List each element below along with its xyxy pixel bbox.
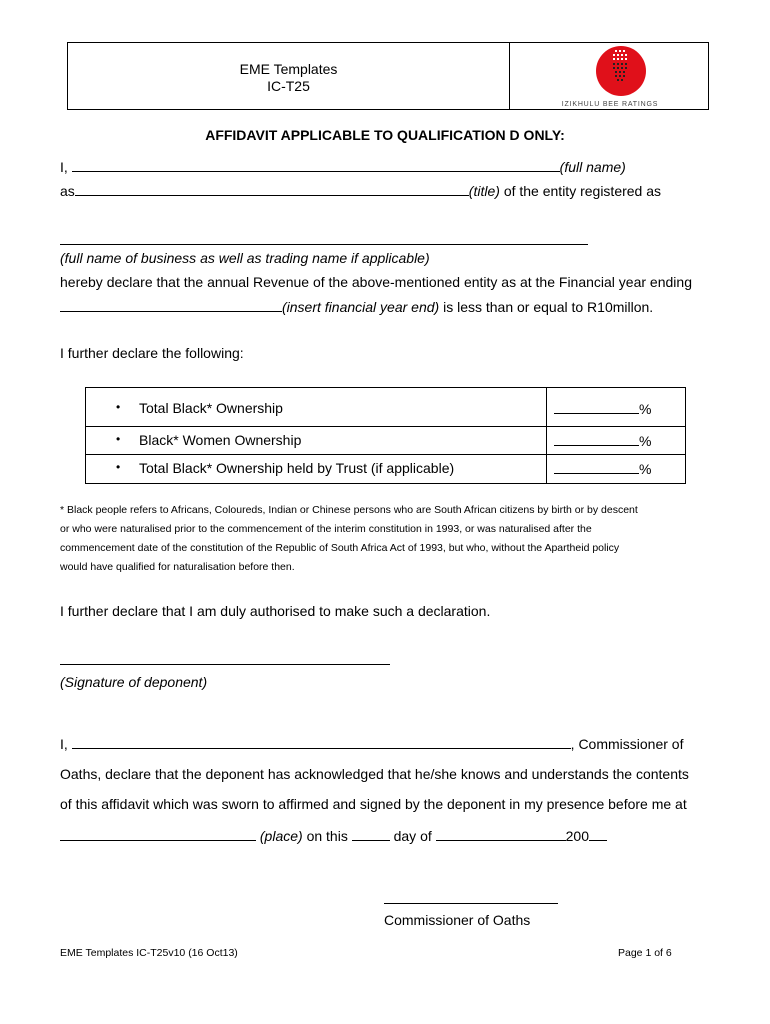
footnote-line: * Black people refers to Africans, Coloureds, Indian or Chinese persons who are South African citizens by birth or by descent — [60, 504, 638, 516]
ownership-table — [85, 387, 686, 484]
bullet-icon: • — [116, 400, 121, 414]
percent-sign: % — [639, 401, 652, 417]
business-name-hint: (full name of business as well as trading name if applicable) — [60, 250, 430, 266]
footnote-line: commencement date of the constitution of the Republic of South Africa Act of 1993, but who, without the Apartheid policy — [60, 542, 620, 554]
footer-template-id: EME Templates IC-T25v10 (16 Oct13) — [60, 947, 238, 959]
percent-cell — [554, 460, 651, 477]
izikhulu-logo-icon — [589, 45, 653, 97]
percent-sign: % — [639, 461, 652, 477]
footer-page-number: Page 1 of 6 — [618, 947, 672, 959]
place-field[interactable] — [60, 827, 256, 841]
full-name-hint: (full name) — [559, 159, 626, 175]
row-label: Black* Women Ownership — [139, 432, 302, 448]
commissioner-text-line: Oaths, declare that the deponent has acknowledged that he/she knows and understands the contents — [60, 766, 689, 782]
registered-text: of the entity registered as — [503, 183, 662, 199]
commissioner-name-field[interactable] — [72, 735, 571, 749]
on-this-text: on this — [306, 828, 348, 844]
table-row-divider — [86, 426, 685, 427]
month-field[interactable] — [436, 827, 566, 841]
deponent-signature-hint: (Signature of deponent) — [60, 674, 208, 690]
footnote-line: would have qualified for naturalisation before then. — [60, 561, 295, 573]
deponent-signature-field[interactable] — [60, 651, 390, 665]
commissioner-i-label: I, — [60, 736, 68, 752]
revenue-text: hereby declare that the annual Revenue of the above-mentioned entity as at the Financial year ending — [60, 274, 692, 290]
header-divider — [509, 43, 510, 109]
table-column-divider — [546, 388, 547, 483]
financial-year-hint: (insert financial year end) — [282, 299, 440, 315]
title-field[interactable] — [75, 182, 469, 196]
full-name-field[interactable] — [72, 158, 560, 172]
authorised-text: I further declare that I am duly authorised to make such a declaration. — [60, 603, 491, 619]
day-of-text: day of — [393, 828, 432, 844]
further-declare-text: I further declare the following: — [60, 345, 244, 361]
commissioner-role-suffix: , Commissioner of — [570, 736, 684, 752]
header-title — [68, 61, 509, 95]
header-title-line1: EME Templates — [239, 61, 338, 77]
threshold-text: is less than or equal to R10millon. — [443, 299, 654, 315]
financial-year-field[interactable] — [60, 298, 282, 312]
header-box — [67, 42, 709, 110]
percent-field[interactable] — [554, 400, 639, 414]
title-line — [60, 182, 661, 199]
bullet-icon: • — [116, 432, 121, 446]
year-field[interactable] — [589, 827, 607, 841]
percent-sign: % — [639, 433, 652, 449]
i-label: I, — [60, 159, 68, 175]
business-name-field[interactable] — [60, 231, 588, 245]
row-label: Total Black* Ownership held by Trust (if applicable) — [139, 460, 455, 476]
table-row-divider — [86, 454, 685, 455]
percent-cell — [554, 400, 651, 417]
place-hint: (place) — [259, 828, 303, 844]
logo-text: IZIKHULU BEE RATINGS — [561, 101, 659, 108]
commissioner-text-line: of this affidavit which was sworn to affirmed and signed by the deponent in my presence before me at — [60, 796, 687, 812]
percent-field[interactable] — [554, 432, 639, 446]
footnote-line: or who were naturalised prior to the commencement of the interim constitution in 1993, or was naturalised after the — [60, 523, 592, 535]
commissioner-signature-field[interactable] — [384, 890, 558, 904]
financial-year-line — [60, 298, 653, 315]
place-date-line — [60, 827, 607, 844]
full-name-line — [60, 158, 626, 175]
percent-field[interactable] — [554, 460, 639, 474]
document-heading: AFFIDAVIT APPLICABLE TO QUALIFICATION D ONLY: — [205, 127, 565, 143]
bullet-icon: • — [116, 460, 121, 474]
percent-cell — [554, 432, 651, 449]
row-label: Total Black* Ownership — [139, 400, 283, 416]
as-label: as — [60, 183, 75, 199]
header-title-line2: IC-T25 — [267, 78, 310, 94]
commissioner-name-line — [60, 735, 683, 752]
commissioner-signature-label: Commissioner of Oaths — [384, 912, 531, 928]
day-field[interactable] — [352, 827, 390, 841]
year-prefix: 200 — [565, 828, 589, 844]
title-hint: (title) — [468, 183, 500, 199]
